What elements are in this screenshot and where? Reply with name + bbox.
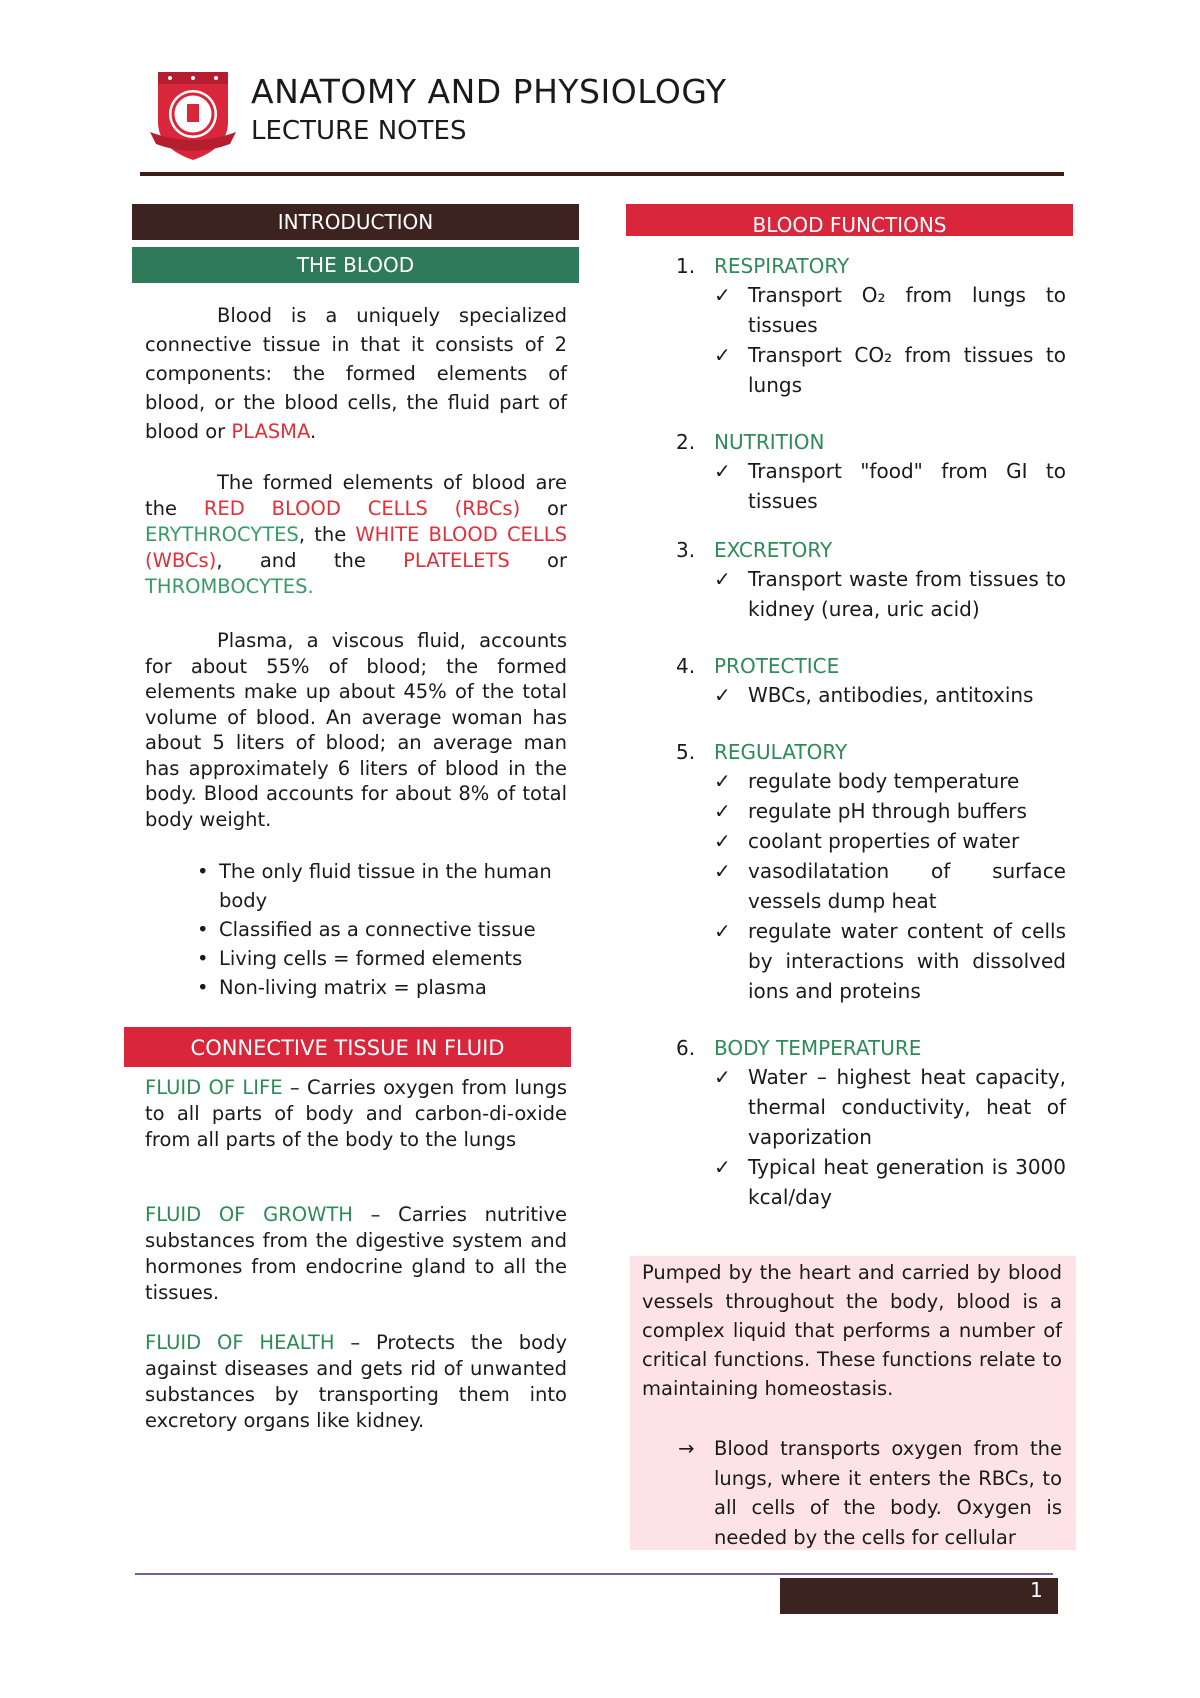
erythrocytes-term: ERYTHROCYTES [145, 523, 299, 546]
list-item: ✓ vasodilatation of surface vessels dump heat [674, 856, 1066, 916]
function-excretory: 3. EXCRETORY [676, 538, 833, 562]
list-item: ✓ Typical heat generation is 3000 kcal/day [674, 1152, 1066, 1212]
fluid-of-growth-paragraph: FLUID OF GROWTH – Carries nutritive substances from the digestive system and hormones from endocrine gland to all the tissues. [145, 1203, 567, 1304]
introduction-heading: INTRODUCTION [132, 204, 579, 240]
list-item: ✓ Transport O₂ from lungs to tissues [674, 280, 1066, 340]
blood-facts-list [145, 857, 567, 1002]
document-subtitle: LECTURE NOTES [251, 116, 467, 146]
list-item: • Non-living matrix = plasma [197, 976, 487, 999]
school-seal-logo [150, 70, 236, 162]
checkmark-icon: ✓ [714, 829, 731, 853]
platelets-term: PLATELETS [403, 549, 510, 572]
list-item: • Living cells = formed elements [197, 947, 523, 970]
checkmark-icon: ✓ [714, 769, 731, 793]
function-protective: 4. PROTECTICE [676, 654, 840, 678]
list-item: • Classified as a connective tissue [197, 918, 536, 941]
page-number-box [780, 1578, 1058, 1614]
checkmark-icon: ✓ [714, 567, 731, 591]
list-item: ✓ Transport "food" from GI to tissues [674, 456, 1066, 516]
formed-elements-paragraph: The formed elements of blood are the RED BLOOD CELLS (RBCs) or ERYTHROCYTES, the WHITE BLOOD CELLS (WBCs), and the PLATELETS or THROMBOCYTES. [145, 471, 567, 598]
blood-functions-heading: BLOOD FUNCTIONS [626, 204, 1073, 236]
oxygen-transport-item: → Blood transports oxygen from the lungs, where it enters the RBCs, to all cells of the body. Oxygen is needed by the cells for cellular [674, 1434, 1062, 1552]
function-body-temperature: 6. BODY TEMPERATURE [676, 1036, 922, 1060]
fluid-of-health-term: FLUID OF HEALTH [145, 1331, 335, 1354]
header-divider [140, 172, 1064, 176]
thrombocytes-term: THROMBOCYTES. [145, 575, 314, 598]
wbc-term: WHITE BLOOD CELLS (WBCs) [145, 523, 567, 572]
list-item: ✓ coolant properties of water [674, 826, 1066, 856]
document-title: ANATOMY AND PHYSIOLOGY [251, 72, 727, 111]
blood-functions-list [674, 252, 1066, 1212]
function-nutrition: 2. NUTRITION [676, 430, 825, 454]
list-item: ✓ WBCs, antibodies, antitoxins [674, 680, 1066, 710]
homeostasis-paragraph: Pumped by the heart and carried by blood vessels throughout the body, blood is a complex liquid that performs a number of critical functions. These functions relate to maintaining homeostasis. [642, 1261, 1062, 1400]
checkmark-icon: ✓ [714, 283, 731, 307]
checkmark-icon: ✓ [714, 683, 731, 707]
checkmark-icon: ✓ [714, 1065, 731, 1089]
checkmark-icon: ✓ [714, 343, 731, 367]
list-item: • The only fluid tissue in the human body [197, 860, 552, 912]
connective-tissue-heading: CONNECTIVE TISSUE IN FLUID [124, 1027, 571, 1067]
function-regulatory: 5. REGULATORY [676, 740, 848, 764]
list-item: ✓ regulate water content of cells by interactions with dissolved ions and proteins [674, 916, 1066, 1006]
checkmark-icon: ✓ [714, 799, 731, 823]
list-item: ✓ Transport waste from tissues to kidney (urea, uric acid) [674, 564, 1066, 624]
rbc-term: RED BLOOD CELLS (RBCs) [203, 497, 521, 520]
footer-divider [135, 1573, 1053, 1575]
list-item: ✓ Water – highest heat capacity, thermal conductivity, heat of vaporization [674, 1062, 1066, 1152]
checkmark-icon: ✓ [714, 459, 731, 483]
the-blood-heading: THE BLOOD [132, 247, 579, 283]
page-number: 1 [1030, 1578, 1043, 1602]
fluid-of-life-term: FLUID OF LIFE [145, 1076, 283, 1099]
arrow-right-icon: → [678, 1437, 695, 1460]
list-item: ✓ regulate body temperature [674, 766, 1066, 796]
checkmark-icon: ✓ [714, 919, 731, 943]
plasma-paragraph: Plasma, a viscous fluid, accounts for about 55% of blood; the formed elements make up about 45% of the total volume of blood. An average woman has about 5 liters of blood; an average man has approximately 6 liters of blood in the body. Blood accounts for about 8% of total body weight. [145, 629, 567, 831]
checkmark-icon: ✓ [714, 859, 731, 883]
plasma-term: PLASMA [231, 420, 310, 443]
checkmark-icon: ✓ [714, 1155, 731, 1179]
function-respiratory: 1. RESPIRATORY [676, 254, 850, 278]
fluid-of-life-paragraph: FLUID OF LIFE – Carries oxygen from lungs to all parts of body and carbon-di-oxide from all parts of the body to the lungs [145, 1076, 567, 1151]
fluid-of-health-paragraph: FLUID OF HEALTH – Protects the body against diseases and gets rid of unwanted substances by transporting them into excretory organs like kidney. [145, 1331, 567, 1432]
list-item: ✓ regulate pH through buffers [674, 796, 1066, 826]
blood-intro-paragraph: Blood is a uniquely specialized connective tissue in that it consists of 2 components: the formed elements of blood, or the blood cells, the fluid part of blood or PLASMA. [145, 304, 567, 443]
list-item: ✓ Transport CO₂ from tissues to lungs [674, 340, 1066, 400]
fluid-of-growth-term: FLUID OF GROWTH [145, 1203, 353, 1226]
